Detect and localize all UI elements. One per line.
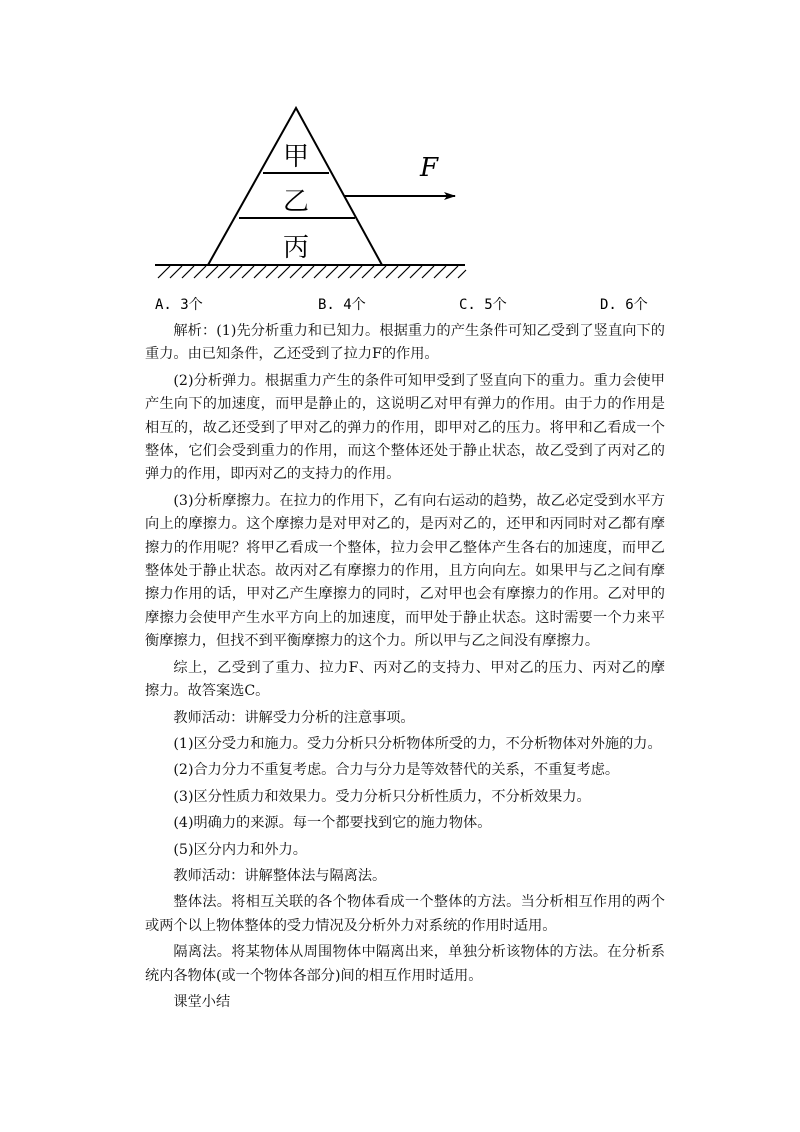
paragraph: (3)区分性质力和效果力。受力分析只分析性质力，不分析效果力。 [173,788,591,805]
force-label: F [420,153,439,183]
paragraph: 解析：(1)先分析重力和已知力。根据重力的产生条件可知乙受到了竖直向下的重力。由已知条件，乙还受到了拉力F的作用。 [145,323,665,363]
paragraph: 综上，乙受到了重力、拉力F、丙对乙的支持力、甲对乙的压力、丙对乙的摩擦力。故答案选C。 [145,659,665,700]
option-b: B. 4个 [318,297,366,313]
paragraph: 课堂小结 [173,993,231,1010]
option-d: D. 6个 [600,297,648,313]
block-label-middle: 乙 [282,187,310,217]
answer-options [155,294,675,316]
ground-hatching [158,266,466,278]
stacked-blocks-figure [150,100,480,290]
paragraph: (5)区分内力和外力。 [173,841,307,858]
solution-text [145,320,665,1017]
paragraph: 隔离法。将某物体从周围物体中隔离出来，单独分析该物体的方法。在分析系统内各物体(或一个物体各部分)间的相互作用时适用。 [145,944,665,984]
force-diagram [150,100,480,290]
block-label-bottom: 丙 [282,233,310,263]
option-a: A. 3个 [155,297,203,313]
paragraph: 教师活动：讲解整体法与隔离法。 [173,867,387,884]
block-label-top: 甲 [282,142,310,172]
paragraph: (2)合力分力不重复考虑。合力与分力是等效替代的关系，不重复考虑。 [173,762,620,779]
option-c: C. 5个 [459,297,507,313]
paragraph: 教师活动：讲解受力分析的注意事项。 [173,709,415,726]
paragraph: 整体法。将相互关联的各个物体看成一个整体的方法。当分析相互作用的两个或两个以上物体整体的受力情况及分析外力对系统的作用时适用。 [145,894,665,934]
paragraph: (2)分析弹力。根据重力产生的条件可知甲受到了竖直向下的重力。重力会使甲产生向下的加速度，而甲是静止的，这说明乙对甲有弹力的作用。由于力的作用是相互的，故乙还受到了甲对乙的弹力的作用，即甲对乙的压力。将甲和乙看成一个整体，它们会受到重力的作用，而这个整体还处于静止状态，故乙受到了丙对乙的弹力的作用，即丙对乙的支持力的作用。 [145,372,665,483]
paragraph: (4)明确力的来源。每一个都要找到它的施力物体。 [173,815,492,832]
paragraph: (1)区分受力和施力。受力分析只分析物体所受的力，不分析物体对外施的力。 [173,735,662,752]
paragraph: (3)分析摩擦力。在拉力的作用下，乙有向右运动的趋势，故乙必定受到水平方向上的摩擦力。这个摩擦力是对甲对乙的，是丙对乙的，还甲和丙同时对乙都有摩擦力的作用呢？将甲乙看成一个整体，拉力会甲乙整体产生各右的加速度，而甲乙整体处于静止状态。故丙对乙有摩擦力的作用，且方向向左。如果甲与乙之间有摩擦力作用的话，甲对乙产生摩擦力的同时，乙对甲也会有摩擦力的作用。乙对甲的摩擦力会使甲产生水平方向上的加速度，而甲处于静止状态。这时需要一个力来平衡摩擦力，但找不到平衡摩擦力的这个力。所以甲与乙之间没有摩擦力。 [145,492,665,650]
